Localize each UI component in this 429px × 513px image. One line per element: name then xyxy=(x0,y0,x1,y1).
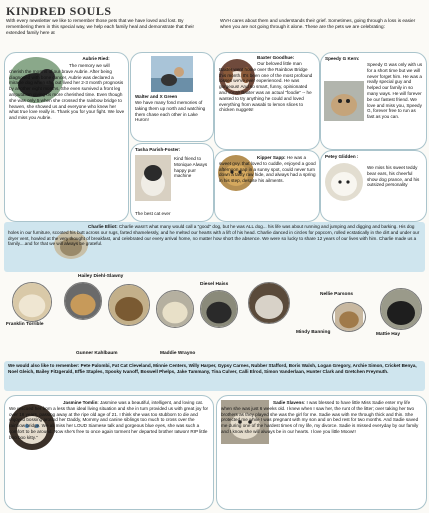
pet-label-franklin: Franklin Torrible xyxy=(6,322,44,327)
baxter-text: Our beloved little man Baxter went home over the Rainbow Bridge this month. It's been one of the most profound losses we've ever experienced. He was gorgeous! And so smart, funny, opinionated and vocal! Baxter was an actual "foodie" -- he wanted to try anything he could and loved everything from wasabi to lemon slices to chicken nuggets! xyxy=(219,61,313,113)
pet-label-hailey: Hailey Diehl-Slawny xyxy=(78,274,124,279)
speedy-name: Speedy G Kern: xyxy=(325,56,360,61)
mattie-photo xyxy=(380,288,422,330)
pet-label-mindy: Mindy Banning xyxy=(296,330,331,335)
kipper-text: He was a sweet guy, that loved to cuddle, enjoyed a good afternoon nap in a sunny spot, could never turn down a tasty raw hide, and always had a spring in his step, despite his ailments. xyxy=(219,155,316,184)
remember-list: Pete Palombi, Fat Cat Cleveland, Minnie Centers, Willy Harper, Gypsy Carnes, Nubber Stafford, Boris Walsh, Logan Gregory, Archie Simon, Cricket Benya, Noel Gleich, Bailey Fitzgerald, Effie Staples, Spooky Ivanoff, Boswell Phelps, Jake Tammany, Tina Culver, Calli Elrod, Simon Vanderlaan, Hunter Clark and Gretchen Freymuth. xyxy=(8,363,417,374)
jasmine-name: Jasmine Tomlin xyxy=(63,400,98,405)
baxter-name: Baxter Goodhue: xyxy=(257,55,295,60)
intro-right: WVH cares about them and understands their grief. Sometimes, going through a loss is easier when you are not going through it alone. These are the pets we are celebrating: xyxy=(220,18,416,30)
remember-section xyxy=(4,361,425,391)
tasha-text: Kind friend to Monique Always happy purr machine xyxy=(174,156,208,179)
aubrie-text: The memory we will cherish the most is of our brave Aubrie. After being diagnosed with bone cancer, Aubrie was declared a miracle dog when she out lived her 2-3 month prognosis by another eight months. She even survived a front leg amputation giving us more cherished time. Even though she was only 5 when she crossed the rainbow bridge to heaven, she showed us and everyone who knew her what true love really is. Thank you for your fight. We love and miss you Aubrie. xyxy=(9,63,125,121)
jasmine-text: : Jasmine was a beautiful, intelligent, and loving cat. We rescued her from a less than ideal living situation and she in turn provided us with great joy for over 16 years, passing away at the ripe old age of 21. I think she was too stubborn to die and enjoyed bossing around her Daddy, Mommy and canine siblings too much to cross over the rainbow bridge. We all miss her LOUD Siamese talk and gorgeous blue eyes, she was such a comfort to be around. Now she's free to once again torment her departed brother Iatwon! RIP little boo boo kitty." xyxy=(9,400,209,440)
aubrie-name: Aubrie Ried: xyxy=(82,56,110,61)
tasha-name: Tasha Parish-Foster: xyxy=(135,147,181,152)
pet-label-gunner: Gunner Kahlbaum xyxy=(76,351,118,356)
kipper-name: Kipper Sapp: xyxy=(257,155,286,160)
remember-lead: We would also like to remember: xyxy=(8,363,80,368)
sadie-name: Sadie Slavens xyxy=(273,400,304,405)
card-baxter xyxy=(214,52,320,150)
hailey-photo xyxy=(108,284,150,326)
petey-name: Petey Glidden : xyxy=(325,154,359,159)
card-kipper xyxy=(214,150,320,222)
maddie-photo xyxy=(156,290,194,328)
walter-text: We have many fond memories of taking them up north and watching them chase each other in Lake Huron! xyxy=(135,100,206,123)
card-jasmine xyxy=(4,395,214,510)
charlie-text: Charlie wasn't what many would call a "good" dog, but he was ALL dog... his life was about running and jumping and digging and barking. His dog holes in our furniture, scooted his butt across our rugs, farted shamelessly, and he melted our hearts with a lift of his head. Charlie danced in circles for popcorn, rolled ecstatically in the dirt and under our dryer vent, howled at the very thought of breakfast, and celebrated our every arrival home, no matter how short the absence. We were so lucky to share 12 years of our lives with him. Charlie made us a family....and for that we will always be grateful. xyxy=(8,224,420,247)
card-tasha xyxy=(130,143,214,222)
pet-label-diesel: Diesel Haiss xyxy=(200,282,229,287)
charlie-section xyxy=(4,222,425,272)
pets-collage xyxy=(4,274,425,344)
pet-label-maddie: Maddie Wrayno xyxy=(160,351,196,356)
petey-text: We miss his sweet teddy bear ears, his cheerful show dog prance, and his outsized personality xyxy=(367,165,420,188)
walter-photo xyxy=(151,56,193,92)
mindy-photo xyxy=(248,282,290,324)
speedy-photo xyxy=(324,81,364,121)
tasha-footer: The best cat ever xyxy=(135,211,171,216)
card-petey xyxy=(320,150,427,222)
card-speedy xyxy=(320,52,427,150)
intro-left: With every newsletter we like to remember those pets that we have loved and lost. By remembering them in this special way, we help each family heal and demonstrate that their extended family here at xyxy=(6,18,195,36)
petey-photo xyxy=(325,163,363,201)
diesel-photo xyxy=(200,290,238,328)
nellie-photo xyxy=(332,302,366,332)
tasha-photo xyxy=(135,155,171,201)
walter-name: Walter and X Green xyxy=(135,94,178,99)
sadie-text: : I was blessed to have little Miss Sadie enter my life when she was just 6 weeks old. I knew when I saw her, the runt of the litter; over taking her two brothers as they played she was the girl for me. Sadie was with me through thick and thin. She protected me while I was pregnant with my son and on bed rest for two months. And Sadie saved me during one of the hardest times of my life, my divorce. Sadie is missed everyday by our family and I know she will always be in our hearts. I love you little Moow!! xyxy=(221,400,419,434)
card-walter xyxy=(130,52,214,142)
pet-label-nellie: Nellie Parsons xyxy=(320,292,354,297)
card-sadie xyxy=(216,395,427,510)
page-title: KINDRED SOULS xyxy=(6,4,112,18)
pet-label-mattie: Mattie Hay xyxy=(376,332,400,337)
speedy-text: Speedy G was only with us for a short time but we will never forget him. He was a really special guy and helped our family in so many ways. He will forever be our fastest friend. We love and miss you, Speedy G, forever free to run as fast as you can. xyxy=(367,62,423,120)
gunner-photo xyxy=(64,282,102,320)
charlie-name: Charlie Elliot: xyxy=(88,224,118,229)
card-aubrie xyxy=(4,52,129,222)
franklin-photo xyxy=(12,282,52,322)
